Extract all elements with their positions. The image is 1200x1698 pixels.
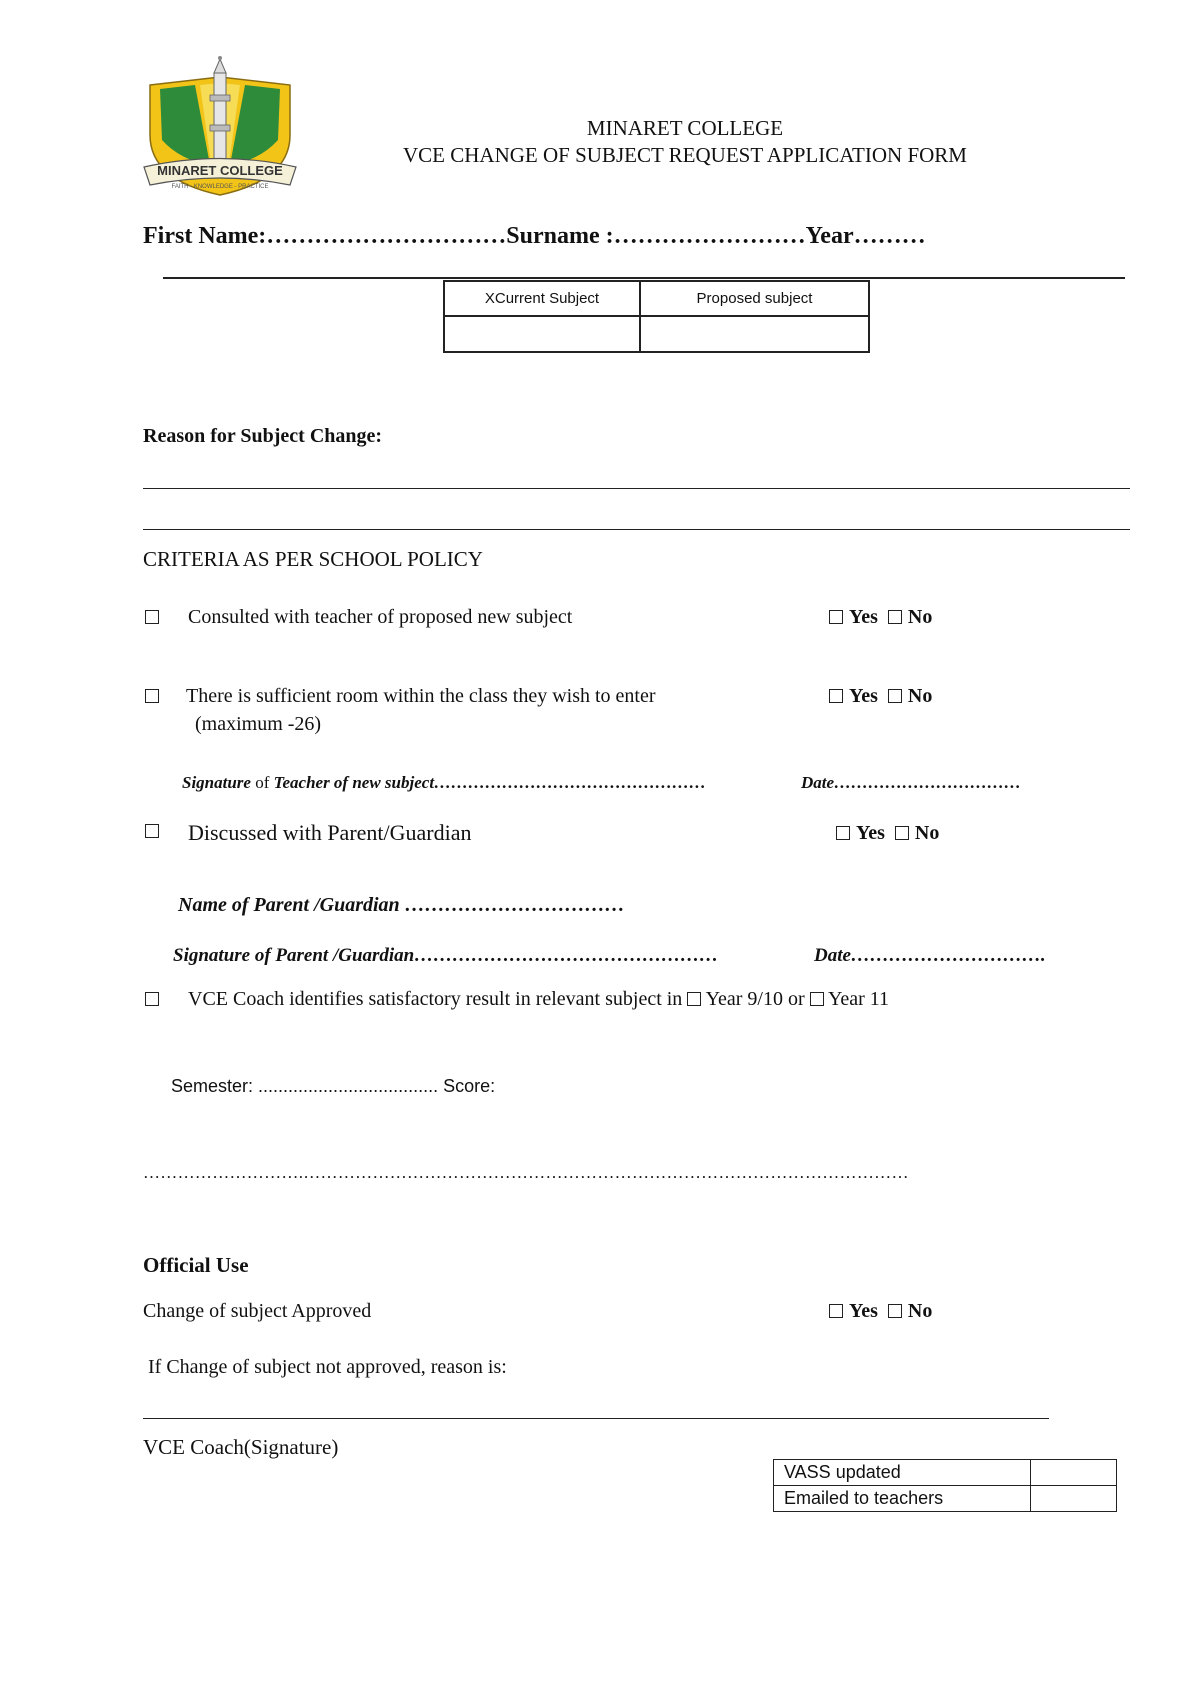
college-crest-icon: [140, 55, 300, 200]
not-approved-label: If Change of subject not approved, reason is:: [148, 1356, 507, 1378]
first-name-label: First Name:: [143, 223, 267, 249]
criteria-checkbox-2[interactable]: [145, 689, 159, 707]
approved-yes-checkbox[interactable]: Yes: [829, 1300, 878, 1322]
current-subject-header: XCurrent Subject: [444, 281, 640, 316]
vass-updated-cell[interactable]: [1031, 1460, 1117, 1486]
first-name-field[interactable]: …………………………: [266, 223, 507, 249]
semester-score-line: Semester: .................................... Score:: [171, 1076, 496, 1096]
official-use-heading: Official Use: [143, 1253, 249, 1277]
proposed-subject-header: Proposed subject: [640, 281, 869, 316]
surname-label: Surname :: [506, 223, 614, 249]
yes-checkbox-3[interactable]: Yes: [836, 822, 885, 844]
criteria-item-3-text: Discussed with Parent/Guardian: [188, 820, 472, 845]
vass-updated-label: VASS updated: [774, 1460, 1031, 1486]
teacher-signature-line[interactable]: Signature of Teacher of new subject…………………………………………: [182, 773, 707, 792]
yes-checkbox-1[interactable]: Yes: [829, 606, 878, 628]
coach-criteria-line: VCE Coach identifies satisfactory result in relevant subject in Year 9/10 or Year 11: [188, 988, 890, 1010]
subject-table: [443, 280, 870, 353]
criteria-item-3-options: [836, 822, 939, 845]
emailed-teachers-cell[interactable]: [1031, 1486, 1117, 1512]
student-details-line: [143, 223, 926, 250]
surname-field[interactable]: ……………………: [613, 223, 806, 249]
criteria-item-2-options: [829, 685, 932, 708]
year-9-10-checkbox[interactable]: Year 9/10: [687, 988, 783, 1010]
no-checkbox-2[interactable]: No: [888, 685, 932, 707]
yes-checkbox-2[interactable]: Yes: [829, 685, 878, 707]
criteria-item-2-text: There is sufficient room within the class they wish to enter: [186, 685, 656, 707]
criteria-heading: CRITERIA AS PER SCHOOL POLICY: [143, 547, 483, 571]
no-checkbox-3[interactable]: No: [895, 822, 939, 844]
college-logo: [140, 55, 300, 200]
criteria-checkbox-4[interactable]: [145, 992, 159, 1010]
approved-no-checkbox[interactable]: No: [888, 1300, 932, 1322]
semester-field[interactable]: ....................................: [258, 1076, 439, 1096]
college-name: MINARET COLLEGE: [586, 116, 784, 140]
year-11-checkbox[interactable]: Year 11: [810, 988, 889, 1010]
parent-date-field[interactable]: Date………………………….: [814, 945, 1046, 966]
no-checkbox-1[interactable]: No: [888, 606, 932, 628]
approved-options: [829, 1300, 932, 1323]
office-checklist-table: [773, 1459, 1117, 1512]
not-approved-reason-line[interactable]: [143, 1418, 1049, 1419]
criteria-item-1-options: [829, 606, 932, 629]
coach-criteria-text: VCE Coach identifies satisfactory result in relevant subject in: [188, 988, 683, 1010]
logo-ribbon-text: MINARET COLLEGE: [157, 163, 283, 178]
parent-name-line[interactable]: Name of Parent /Guardian ……………………………: [178, 894, 625, 916]
reason-label: Reason for Subject Change:: [143, 425, 383, 447]
emailed-teachers-label: Emailed to teachers: [774, 1486, 1031, 1512]
score-dotted-line[interactable]: ……………………….……………………………………………………………………………………………: [143, 1163, 909, 1182]
current-subject-cell[interactable]: [444, 316, 640, 352]
year-field[interactable]: Year………: [805, 223, 926, 249]
header-divider: [163, 277, 1125, 279]
logo-motto: FAITH - KNOWLEDGE - PRACTICE: [171, 184, 269, 190]
coach-signature-label[interactable]: VCE Coach(Signature): [143, 1435, 339, 1459]
criteria-item-1-text: Consulted with teacher of proposed new subject: [188, 606, 573, 628]
proposed-subject-cell[interactable]: [640, 316, 869, 352]
criteria-checkbox-1[interactable]: [145, 610, 159, 628]
criteria-checkbox-3[interactable]: [145, 824, 159, 842]
parent-signature-line[interactable]: Signature of Parent /Guardian…………………………………………: [173, 945, 719, 966]
criteria-item-2-text-cont: (maximum -26): [195, 713, 322, 735]
reason-line-1[interactable]: [143, 488, 1130, 489]
form-title: VCE CHANGE OF SUBJECT REQUEST APPLICATION FORM: [403, 143, 967, 167]
teacher-date-field[interactable]: Date……………………………: [801, 773, 1022, 792]
reason-line-2[interactable]: [143, 529, 1130, 530]
approved-label: Change of subject Approved: [143, 1300, 372, 1322]
